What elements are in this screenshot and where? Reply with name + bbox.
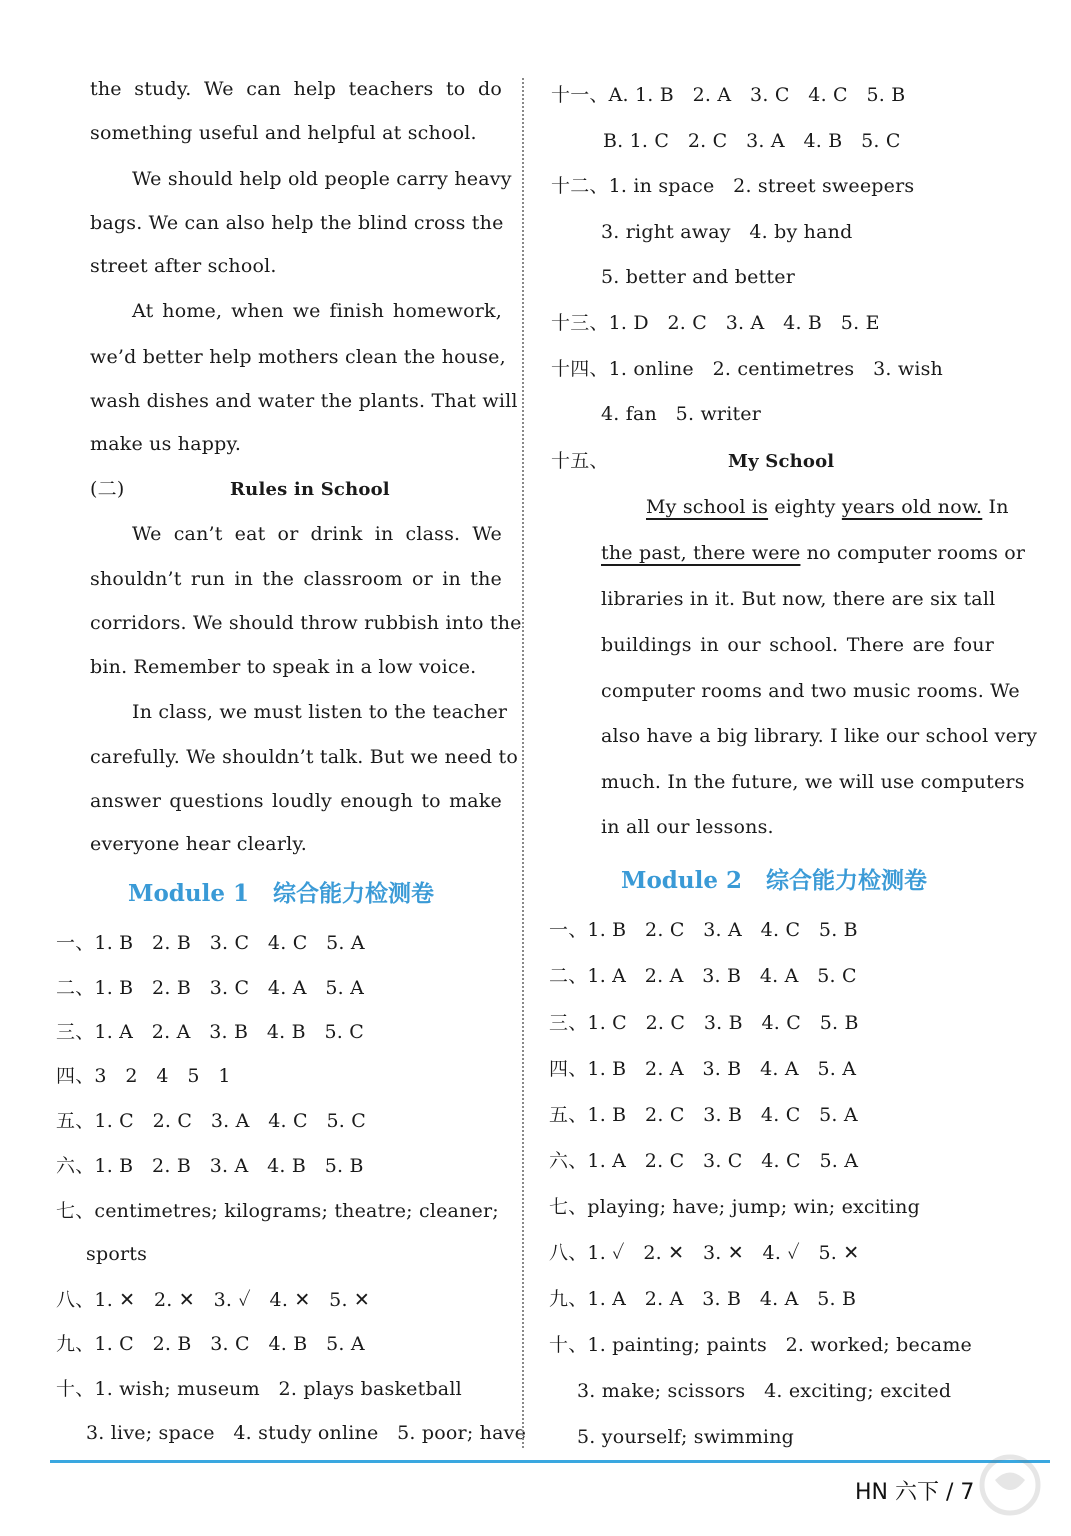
text-line: We can’t eat or drink in class. We [132, 523, 502, 545]
text-line: In class, we must listen to the teacher [132, 701, 508, 723]
answer-line: 4. fan 5. writer [601, 403, 762, 425]
answer-line: 三、1. A 2. A 3. B 4. B 5. C [56, 1021, 365, 1043]
answer-line: B. 1. C 2. C 3. A 4. B 5. C [603, 130, 901, 152]
answer-line: 十一、A. 1. B 2. A 3. C 4. C 5. B [551, 84, 906, 106]
answer-line: 5. better and better [601, 266, 795, 288]
answer-line: 十二、1. in space 2. street sweepers [551, 175, 915, 197]
module-heading: Module 1 综合能力检测卷 [128, 880, 435, 907]
answer-line: 七、playing; have; jump; win; exciting [549, 1196, 920, 1218]
text-line: everyone hear clearly. [90, 833, 308, 855]
underlined-phrase: the past, there were [601, 542, 801, 564]
essay-line: computer rooms and two music rooms. We [601, 680, 1020, 702]
answer-line: 3. live; space 4. study online 5. poor; have [86, 1422, 527, 1444]
answer-line: 3. make; scissors 4. exciting; excited [577, 1380, 952, 1402]
text-line: bin. Remember to speak in a low voice. [90, 656, 477, 678]
answer-line: 一、1. B 2. B 3. C 4. C 5. A [56, 932, 365, 954]
answer-line: 九、1. C 2. B 3. C 4. B 5. A [56, 1333, 365, 1355]
section-label: (二) [90, 478, 125, 500]
answer-line: 5. yourself; swimming [577, 1426, 795, 1448]
answer-line: 一、1. B 2. C 3. A 4. C 5. B [549, 919, 858, 941]
text-line: At home, when we finish homework, [132, 300, 502, 322]
text-line: corridors. We should throw rubbish into the [90, 612, 522, 634]
answer-line: 三、1. C 2. C 3. B 4. C 5. B [549, 1012, 859, 1034]
underlined-phrase: My school is [646, 496, 769, 518]
text-line: We should help old people carry heavy [132, 168, 512, 190]
watermark-logo [955, 1450, 1055, 1525]
text-line: something useful and helpful at school. [90, 122, 477, 144]
essay-line: My school is eighty years old now. In [646, 496, 1009, 518]
text-line: wash dishes and water the plants. That will [90, 390, 518, 412]
footer-rule [50, 1460, 1050, 1463]
text-line: bags. We can also help the blind cross the [90, 212, 504, 234]
answer-line: 十、1. wish; museum 2. plays basketball [56, 1378, 462, 1400]
essay-line: also have a big library. I like our school very [601, 725, 1038, 747]
answer-line: 六、1. A 2. C 3. C 4. C 5. A [549, 1150, 859, 1172]
answer-line: 五、1. C 2. C 3. A 4. C 5. C [56, 1110, 366, 1132]
answer-line: 二、1. B 2. B 3. C 4. A 5. A [56, 977, 365, 999]
text-line: the study. We can help teachers to do [90, 78, 502, 100]
answer-line: 四、3 2 4 5 1 [56, 1065, 231, 1087]
column-divider [522, 78, 524, 1448]
answer-line: 六、1. B 2. B 3. A 4. B 5. B [56, 1155, 364, 1177]
section-label: 十五、 [551, 450, 609, 472]
essay-line: libraries in it. But now, there are six tall [601, 588, 996, 610]
answer-line: 十四、1. online 2. centimetres 3. wish [551, 358, 943, 380]
underlined-phrase: years old now. [841, 496, 983, 518]
answer-line: 五、1. B 2. C 3. B 4. C 5. A [549, 1104, 858, 1126]
section-title: Rules in School [230, 479, 390, 500]
essay-line: buildings in our school. There are four [601, 634, 994, 656]
answer-line: 九、1. A 2. A 3. B 4. A 5. B [549, 1288, 857, 1310]
answer-line: 七、centimetres; kilograms; theatre; cleaner; [56, 1200, 499, 1222]
answer-line: 十三、1. D 2. C 3. A 4. B 5. E [551, 312, 880, 334]
answer-line: 八、1. ✕ 2. ✕ 3. ✓ 4. ✕ 5. ✕ [56, 1289, 371, 1311]
text-line: shouldn’t run in the classroom or in the [90, 568, 502, 590]
answer-line: 八、1. ✓ 2. ✕ 3. ✕ 4. ✓ 5. ✕ [549, 1242, 860, 1264]
answer-line: 四、1. B 2. A 3. B 4. A 5. A [549, 1058, 857, 1080]
essay-line: in all our lessons. [601, 816, 774, 838]
text-line: make us happy. [90, 433, 242, 455]
text-line: carefully. We shouldn’t talk. But we need to [90, 746, 518, 768]
answer-line: sports [86, 1243, 148, 1265]
text-line: street after school. [90, 255, 277, 277]
page-footer: HN 六下 / 7 [855, 1480, 975, 1505]
answer-line: 3. right away 4. by hand [601, 221, 853, 243]
text-line: we’d better help mothers clean the house, [90, 346, 506, 368]
essay-title: My School [728, 451, 835, 472]
essay-line: much. In the future, we will use computers [601, 771, 1025, 793]
answer-line: 十、1. painting; paints 2. worked; became [549, 1334, 972, 1356]
essay-line: the past, there were no computer rooms or [601, 542, 1026, 564]
answer-line: 二、1. A 2. A 3. B 4. A 5. C [549, 965, 857, 987]
text-line: answer questions loudly enough to make [90, 790, 502, 812]
module-heading: Module 2 综合能力检测卷 [621, 867, 928, 894]
